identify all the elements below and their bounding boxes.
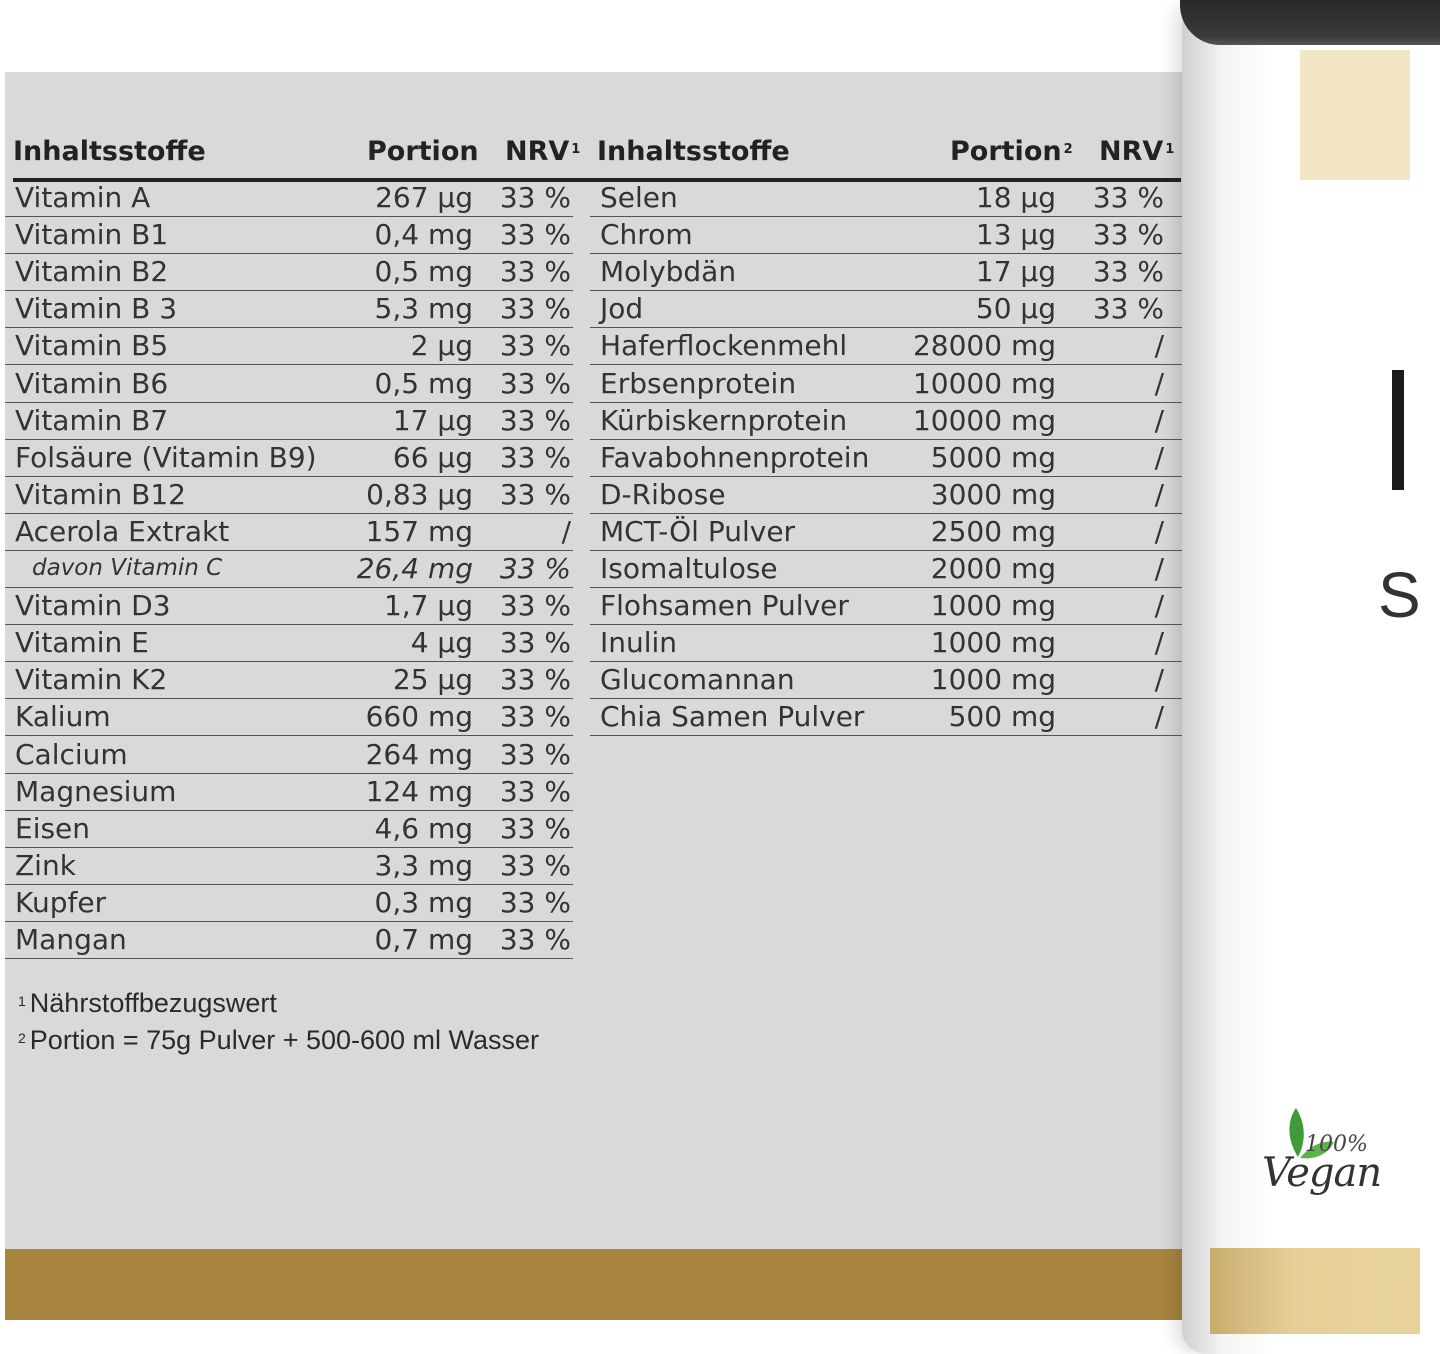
portion-value: 660 mg <box>365 700 473 734</box>
table-row <box>5 737 573 774</box>
table-row <box>590 180 1182 217</box>
table-row <box>590 366 1182 403</box>
nrv-value: 33 % <box>499 923 571 956</box>
table-row <box>5 922 573 959</box>
nrv-value: 33 % <box>1092 181 1164 214</box>
portion-value: 17 µg <box>392 403 473 437</box>
table-row <box>590 588 1182 625</box>
ingredient-name: Haferflockenmehl <box>600 329 848 363</box>
table-row <box>5 217 573 254</box>
table-row <box>590 403 1182 440</box>
ingredient-name: Vitamin B2 <box>15 255 169 289</box>
table-row <box>5 588 573 625</box>
table-row <box>590 291 1182 328</box>
portion-value: 17 µg <box>975 255 1056 289</box>
ingredient-name: Glucomannan <box>600 663 795 697</box>
nrv-value: 33 % <box>1092 292 1164 326</box>
table-row <box>590 514 1182 551</box>
ingredient-name: Vitamin B1 <box>15 218 169 252</box>
nrv-value: 33 % <box>499 737 571 771</box>
ingredient-name: Flohsamen Pulver <box>600 589 849 623</box>
can-label-letter-bar <box>1392 370 1404 490</box>
ingredient-name: Isomaltulose <box>600 552 778 585</box>
portion-value: 124 mg <box>365 774 473 808</box>
table-row <box>590 217 1182 254</box>
nrv-value: 33 % <box>499 811 571 845</box>
ingredient-name: Vitamin E <box>15 626 149 660</box>
portion-value: 0,5 mg <box>374 255 473 289</box>
nrv-value: 33 % <box>499 403 571 437</box>
left-header-portion: Portion <box>367 136 479 167</box>
ingredient-name: Magnesium <box>15 774 177 808</box>
table-row <box>5 440 573 477</box>
nrv-value: / <box>1154 366 1164 400</box>
ingredient-name: Vitamin A <box>15 181 151 214</box>
left-header-ingredients: Inhaltsstoffe <box>13 136 206 167</box>
portion-value: 0,5 mg <box>374 366 473 400</box>
nrv-value: 33 % <box>499 292 571 326</box>
table-row <box>590 662 1182 699</box>
nrv-value: 33 % <box>1092 218 1164 252</box>
nrv-value: 33 % <box>1092 255 1164 289</box>
nrv-value: / <box>1154 440 1164 474</box>
ingredient-name: Calcium <box>15 737 128 771</box>
ingredient-name: Eisen <box>15 811 91 845</box>
portion-value: 4,6 mg <box>374 811 473 845</box>
can-label-letter: S <box>1378 559 1423 631</box>
nrv-value: 33 % <box>499 366 571 400</box>
table-row <box>5 403 573 440</box>
portion-value: 5000 mg <box>930 440 1056 474</box>
ingredient-name: Molybdän <box>600 255 737 289</box>
portion-value: 10000 mg <box>912 403 1056 437</box>
nrv-value: / <box>1154 477 1164 511</box>
portion-value: 1000 mg <box>930 626 1056 660</box>
nrv-value: 33 % <box>499 663 571 697</box>
nrv-value: 33 % <box>499 589 571 623</box>
table-row <box>5 774 573 811</box>
ingredient-name: Folsäure (Vitamin B9) <box>15 440 317 474</box>
table-row <box>590 254 1182 291</box>
table-row <box>590 625 1182 662</box>
ingredient-name: Kupfer <box>15 885 107 919</box>
ingredient-name: MCT-Öl Pulver <box>600 514 796 548</box>
nrv-value: 33 % <box>499 329 571 363</box>
portion-value: 25 µg <box>392 663 473 697</box>
portion-value: 0,4 mg <box>374 218 473 252</box>
nrv-value: / <box>1154 663 1164 697</box>
can-label-cream <box>1300 50 1410 180</box>
ingredient-name: D-Ribose <box>600 477 726 511</box>
portion-value: 28000 mg <box>912 329 1056 363</box>
portion-value: 2000 mg <box>930 552 1056 585</box>
ingredient-name: Chrom <box>600 218 693 252</box>
nrv-value: 33 % <box>499 774 571 808</box>
vegan-percent: 100% <box>1305 1132 1368 1157</box>
right-header-nrv: NRV $^1$ <box>1099 136 1175 167</box>
table-row <box>5 699 573 736</box>
nrv-value: 33 % <box>499 700 571 734</box>
footnote-2: $^2$ Portion = 75g Pulver + 500-600 ml Wasser <box>18 1025 540 1055</box>
table-row <box>5 254 573 291</box>
gold-band <box>5 1249 1185 1320</box>
table-row <box>5 551 573 588</box>
ingredient-name: Vitamin B 3 <box>15 292 178 326</box>
ingredient-name: davon Vitamin C <box>32 555 223 581</box>
portion-value: 267 µg <box>375 181 473 214</box>
portion-value: 0,3 mg <box>374 885 473 919</box>
portion-value: 0,7 mg <box>374 923 473 956</box>
portion-value: 4 µg <box>410 626 473 660</box>
can-gold-stripe <box>1210 1248 1420 1334</box>
nrv-value: 33 % <box>499 552 571 585</box>
nrv-value: 33 % <box>499 440 571 474</box>
table-row <box>590 440 1182 477</box>
nrv-value: 33 % <box>499 626 571 660</box>
ingredient-name: Inulin <box>600 626 678 660</box>
portion-value: 1000 mg <box>930 589 1056 623</box>
nrv-value: 33 % <box>499 181 571 214</box>
footnote-1: $^1$ Nährstoffbezugswert <box>18 988 277 1018</box>
ingredient-name: Favabohnenprotein <box>600 440 870 474</box>
ingredient-name: Selen <box>600 181 678 214</box>
portion-value: 264 mg <box>365 737 473 771</box>
ingredient-name: Acerola Extrakt <box>15 514 230 548</box>
nrv-value: / <box>1154 589 1164 623</box>
nrv-value: / <box>1154 403 1164 437</box>
right-header-portion: Portion $^2$ <box>950 136 1073 167</box>
ingredient-name: Jod <box>600 292 644 326</box>
vegan-word: Vegan <box>1262 1150 1382 1196</box>
right-header-ingredients: Inhaltsstoffe <box>597 136 790 167</box>
nrv-value: / <box>561 514 571 548</box>
ingredient-name: Chia Samen Pulver <box>600 700 865 734</box>
portion-value: 500 mg <box>948 700 1056 734</box>
ingredient-name: Vitamin B5 <box>15 329 169 363</box>
nrv-value: 33 % <box>499 885 571 919</box>
portion-value: 13 µg <box>975 218 1056 252</box>
table-row <box>5 885 573 922</box>
nrv-value: 33 % <box>499 848 571 882</box>
ingredient-name: Kalium <box>15 700 111 734</box>
portion-value: 18 µg <box>975 181 1056 214</box>
nrv-value: 33 % <box>499 218 571 252</box>
nrv-value: / <box>1154 626 1164 660</box>
table-row <box>5 514 573 551</box>
nrv-value: / <box>1154 329 1164 363</box>
portion-value: 157 mg <box>365 514 473 548</box>
ingredient-name: Zink <box>15 848 76 882</box>
table-row <box>590 699 1182 736</box>
nrv-value: / <box>1154 700 1164 734</box>
nrv-value: / <box>1154 552 1164 585</box>
portion-value: 3,3 mg <box>374 848 473 882</box>
portion-value: 2500 mg <box>930 514 1056 548</box>
portion-value: 66 µg <box>392 440 473 474</box>
table-row <box>5 625 573 662</box>
table-row <box>5 180 573 217</box>
table-row <box>5 291 573 328</box>
table-row <box>5 848 573 885</box>
ingredient-name: Vitamin B12 <box>15 477 186 511</box>
portion-value: 26,4 mg <box>356 552 473 585</box>
ingredient-name: Vitamin K2 <box>15 663 168 697</box>
portion-value: 50 µg <box>975 292 1056 326</box>
ingredient-name: Vitamin B7 <box>15 403 169 437</box>
table-row <box>5 366 573 403</box>
table-row <box>590 477 1182 514</box>
nrv-value: 33 % <box>499 477 571 511</box>
ingredient-name: Vitamin D3 <box>15 589 171 623</box>
portion-value: 5,3 mg <box>374 292 473 326</box>
table-row <box>5 328 573 365</box>
nrv-value: / <box>1154 514 1164 548</box>
ingredient-name: Vitamin B6 <box>15 366 169 400</box>
table-row <box>590 551 1182 588</box>
portion-value: 0,83 µg <box>366 477 473 511</box>
table-row <box>5 477 573 514</box>
portion-value: 2 µg <box>410 329 473 363</box>
ingredient-name: Mangan <box>15 923 127 956</box>
ingredient-name: Erbsenprotein <box>600 366 797 400</box>
left-header-nrv: NRV $^1$ <box>505 136 581 167</box>
portion-value: 1,7 µg <box>383 589 473 623</box>
portion-value: 10000 mg <box>912 366 1056 400</box>
table-row <box>5 811 573 848</box>
table-row <box>5 662 573 699</box>
table-row <box>590 328 1182 365</box>
nrv-value: 33 % <box>499 255 571 289</box>
portion-value: 1000 mg <box>930 663 1056 697</box>
product-can-lid <box>1180 0 1440 45</box>
portion-value: 3000 mg <box>930 477 1056 511</box>
ingredient-name: Kürbiskernprotein <box>600 403 848 437</box>
